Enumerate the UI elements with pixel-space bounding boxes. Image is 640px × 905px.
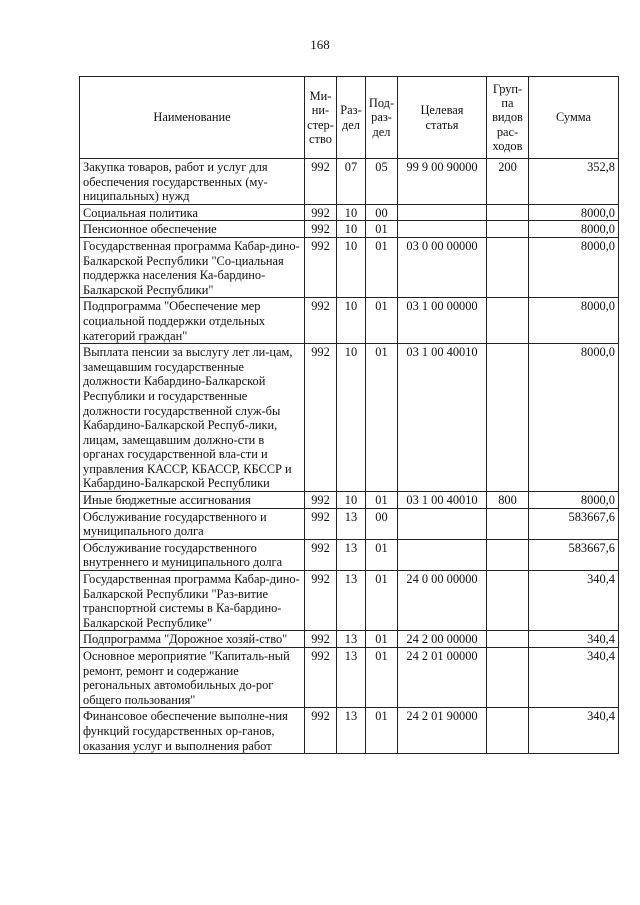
cell-section: 10 (337, 298, 366, 344)
cell-subsection: 01 (366, 648, 398, 708)
cell-name: Обслуживание государственного и муниципального долга (80, 508, 305, 539)
cell-section: 10 (337, 344, 366, 492)
cell-subsection: 01 (366, 571, 398, 631)
cell-sum: 8000,0 (529, 298, 619, 344)
budget-table (79, 76, 619, 754)
cell-section: 13 (337, 571, 366, 631)
cell-group (487, 648, 529, 708)
table-row (80, 492, 619, 509)
cell-subsection: 01 (366, 344, 398, 492)
cell-sum: 583667,6 (529, 539, 619, 570)
cell-target: 03 1 00 40010 (398, 344, 487, 492)
cell-target: 03 0 00 00000 (398, 237, 487, 297)
cell-target: 03 1 00 00000 (398, 298, 487, 344)
cell-group: 800 (487, 492, 529, 509)
cell-group (487, 539, 529, 570)
cell-section: 13 (337, 508, 366, 539)
cell-subsection: 01 (366, 539, 398, 570)
cell-target: 03 1 00 40010 (398, 492, 487, 509)
cell-subsection: 00 (366, 204, 398, 221)
cell-section: 13 (337, 631, 366, 648)
cell-sum: 340,4 (529, 631, 619, 648)
cell-sum: 8000,0 (529, 204, 619, 221)
cell-group (487, 204, 529, 221)
cell-subsection: 01 (366, 492, 398, 509)
cell-group (487, 221, 529, 238)
cell-name: Обслуживание государственного внутреннего и муниципального долга (80, 539, 305, 570)
cell-name: Подпрограмма "Обеспечение мер социальной поддержки отдельных категорий граждан" (80, 298, 305, 344)
cell-group (487, 298, 529, 344)
table-row (80, 159, 619, 205)
cell-group (487, 237, 529, 297)
cell-section: 13 (337, 539, 366, 570)
cell-name: Подпрограмма "Дорожное хозяй-ство" (80, 631, 305, 648)
cell-target: 99 9 00 90000 (398, 159, 487, 205)
table-row (80, 298, 619, 344)
cell-section: 13 (337, 708, 366, 754)
table-row (80, 204, 619, 221)
cell-group (487, 508, 529, 539)
cell-sum: 340,4 (529, 571, 619, 631)
cell-name: Пенсионное обеспечение (80, 221, 305, 238)
cell-subsection: 05 (366, 159, 398, 205)
page-number: 168 (310, 37, 330, 52)
cell-subsection: 01 (366, 708, 398, 754)
header-sum-text: Сумма (555, 110, 592, 125)
table-row (80, 648, 619, 708)
cell-section: 10 (337, 237, 366, 297)
header-target-text: Целевая статья (420, 103, 464, 132)
cell-sum: 340,4 (529, 648, 619, 708)
cell-ministry: 992 (305, 344, 337, 492)
cell-sum: 340,4 (529, 708, 619, 754)
cell-section: 10 (337, 492, 366, 509)
cell-group (487, 571, 529, 631)
cell-sum: 583667,6 (529, 508, 619, 539)
cell-target: 24 2 00 00000 (398, 631, 487, 648)
cell-group (487, 708, 529, 754)
cell-ministry: 992 (305, 539, 337, 570)
table-row (80, 571, 619, 631)
cell-name: Закупка товаров, работ и услуг для обеспечения государственных (му-ниципальных) нужд (80, 159, 305, 205)
header-name (80, 77, 305, 159)
cell-ministry: 992 (305, 708, 337, 754)
cell-sum: 8000,0 (529, 237, 619, 297)
cell-section: 10 (337, 221, 366, 238)
cell-sum: 352,8 (529, 159, 619, 205)
table-row (80, 237, 619, 297)
cell-ministry: 992 (305, 237, 337, 297)
cell-name: Финансовое обеспечение выполне-ния функций государственных ор-ганов, оказания услуг и выполнения работ (80, 708, 305, 754)
cell-subsection: 00 (366, 508, 398, 539)
header-section-text: Раз- дел (340, 103, 362, 132)
header-ministry-text: Ми- ни- стер- ство (307, 89, 334, 146)
header-target (398, 77, 487, 159)
cell-group (487, 344, 529, 492)
header-group-text: Груп- па видов рас- ходов (492, 81, 523, 153)
cell-ministry: 992 (305, 298, 337, 344)
cell-target: 24 2 01 90000 (398, 708, 487, 754)
cell-subsection: 01 (366, 631, 398, 648)
table-row (80, 344, 619, 492)
cell-subsection: 01 (366, 237, 398, 297)
cell-sum: 8000,0 (529, 221, 619, 238)
cell-ministry: 992 (305, 492, 337, 509)
cell-sum: 8000,0 (529, 344, 619, 492)
header-row (80, 77, 619, 159)
cell-section: 13 (337, 648, 366, 708)
cell-target: 24 2 01 00000 (398, 648, 487, 708)
cell-target (398, 508, 487, 539)
cell-sum: 8000,0 (529, 492, 619, 509)
header-section (337, 77, 366, 159)
cell-target: 24 0 00 00000 (398, 571, 487, 631)
cell-ministry: 992 (305, 159, 337, 205)
header-ministry (305, 77, 337, 159)
header-subsection-text: Под- раз- дел (368, 96, 395, 139)
cell-ministry: 992 (305, 571, 337, 631)
cell-target (398, 539, 487, 570)
cell-name: Государственная программа Кабар-дино-Балкарской Республики "Со-циальная поддержка населения Ка-бардино-Балкарской Республики" (80, 237, 305, 297)
table-row (80, 539, 619, 570)
table-row (80, 708, 619, 754)
table-body (80, 159, 619, 754)
table-row (80, 631, 619, 648)
cell-ministry: 992 (305, 631, 337, 648)
cell-ministry: 992 (305, 204, 337, 221)
cell-name: Основное мероприятие "Капиталь-ный ремонт, ремонт и содержание регональных автомобильных до-рог общего пользования" (80, 648, 305, 708)
table-row (80, 221, 619, 238)
cell-subsection: 01 (366, 221, 398, 238)
table-row (80, 508, 619, 539)
cell-group (487, 631, 529, 648)
cell-target (398, 204, 487, 221)
cell-group: 200 (487, 159, 529, 205)
cell-ministry: 992 (305, 221, 337, 238)
cell-name: Выплата пенсии за выслугу лет ли-цам, замещавшим государственные должности Кабардино-Балкарской Республики и государственные должности государственной служ-бы Кабардино-Балкарской Респуб-лики, лицам, замещавшим должно-сти в органах государственной вла-сти и управления КАССР, КБАССР, КБССР и Кабардино-Балкарской Республики (80, 344, 305, 492)
cell-section: 07 (337, 159, 366, 205)
header-name-text: Наименование (153, 110, 231, 125)
header-group (487, 77, 529, 159)
cell-subsection: 01 (366, 298, 398, 344)
cell-ministry: 992 (305, 508, 337, 539)
header-sum (529, 77, 619, 159)
cell-ministry: 992 (305, 648, 337, 708)
cell-name: Государственная программа Кабар-дино-Балкарской Республики "Раз-витие транспортной системы в Ка-бардино-Балкарской Республике" (80, 571, 305, 631)
header-subsection (366, 77, 398, 159)
cell-target (398, 221, 487, 238)
cell-section: 10 (337, 204, 366, 221)
cell-name: Иные бюджетные ассигнования (80, 492, 305, 509)
cell-name: Социальная политика (80, 204, 305, 221)
